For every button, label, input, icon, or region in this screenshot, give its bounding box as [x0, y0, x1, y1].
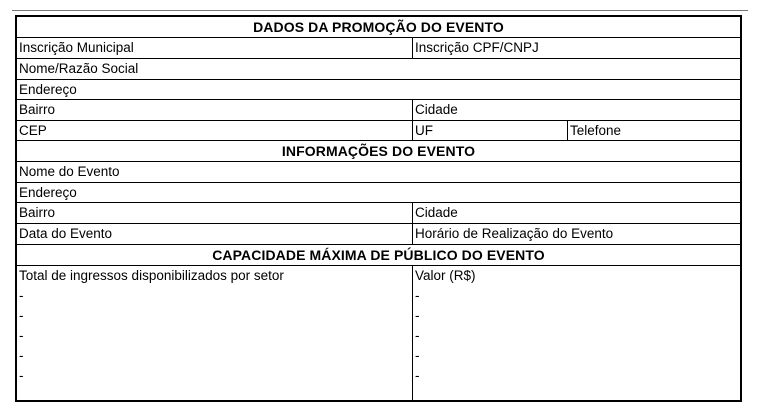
label-uf: UF [415, 123, 433, 138]
section-header-promocao [17, 17, 740, 38]
label-nome-evento: Nome do Evento [19, 164, 120, 179]
label-telefone: Telefone [570, 123, 622, 138]
label-cidade-evento: Cidade [415, 205, 458, 220]
label-endereco-evento: Endereço [19, 185, 77, 200]
valor-line: - [415, 288, 420, 303]
row-data-horario [17, 224, 740, 245]
field-cidade-evento[interactable] [412, 203, 740, 223]
label-bairro-promocao: Bairro [19, 102, 56, 117]
ingressos-line: - [19, 328, 24, 343]
section-header-evento [17, 141, 740, 162]
label-horario-evento: Horário de Realização do Evento [415, 226, 614, 241]
field-telefone[interactable] [567, 121, 740, 140]
field-nome-evento[interactable] [17, 162, 740, 182]
field-ingressos-por-setor[interactable] [17, 266, 412, 400]
label-nome-razao-social: Nome/Razão Social [19, 61, 139, 76]
label-inscricao-municipal: Inscrição Municipal [19, 40, 134, 55]
event-form [15, 15, 742, 402]
label-valor: Valor (R$) [415, 268, 476, 283]
field-inscricao-cpf-cnpj[interactable] [412, 38, 740, 58]
valor-line: - [415, 308, 420, 323]
row-inscricoes [17, 38, 740, 59]
section-header-capacidade [17, 245, 740, 266]
ingressos-line: - [19, 288, 24, 303]
top-rule [12, 10, 748, 11]
label-cep: CEP [19, 123, 47, 138]
field-nome-razao-social[interactable] [17, 59, 740, 79]
row-capacidade [17, 266, 740, 400]
label-cidade-promocao: Cidade [415, 102, 458, 117]
label-ingressos-por-setor: Total de ingressos disponibilizados por setor [19, 268, 284, 283]
label-inscricao-cpf-cnpj: Inscrição CPF/CNPJ [415, 40, 539, 55]
valor-line: - [415, 328, 420, 343]
row-cep-uf-telefone [17, 121, 740, 141]
row-endereco-promocao [17, 80, 740, 100]
field-bairro-promocao[interactable] [17, 100, 412, 120]
field-horario-evento[interactable] [412, 224, 740, 244]
field-cep[interactable] [17, 121, 412, 140]
section-title-promocao: DADOS DA PROMOÇÃO DO EVENTO [253, 19, 504, 35]
valor-line: - [415, 368, 420, 383]
field-uf[interactable] [412, 121, 567, 140]
field-cidade-promocao[interactable] [412, 100, 740, 120]
row-endereco-evento [17, 183, 740, 203]
label-data-evento: Data do Evento [19, 226, 113, 241]
valor-line: - [415, 348, 420, 363]
field-data-evento[interactable] [17, 224, 412, 244]
row-nome-razao-social [17, 59, 740, 80]
field-endereco-evento[interactable] [17, 183, 740, 202]
ingressos-line: - [19, 308, 24, 323]
field-valor[interactable] [412, 266, 740, 400]
ingressos-line: - [19, 368, 24, 383]
row-bairro-cidade-evento [17, 203, 740, 224]
label-endereco-promocao: Endereço [19, 82, 77, 97]
ingressos-line: - [19, 348, 24, 363]
field-inscricao-municipal[interactable] [17, 38, 412, 58]
label-bairro-evento: Bairro [19, 205, 56, 220]
row-nome-evento [17, 162, 740, 183]
field-bairro-evento[interactable] [17, 203, 412, 223]
section-title-evento: INFORMAÇÕES DO EVENTO [281, 143, 476, 159]
field-endereco-promocao[interactable] [17, 80, 740, 99]
row-bairro-cidade-promocao [17, 100, 740, 121]
section-title-capacidade: CAPACIDADE MÁXIMA DE PÚBLICO DO EVENTO [212, 247, 545, 263]
